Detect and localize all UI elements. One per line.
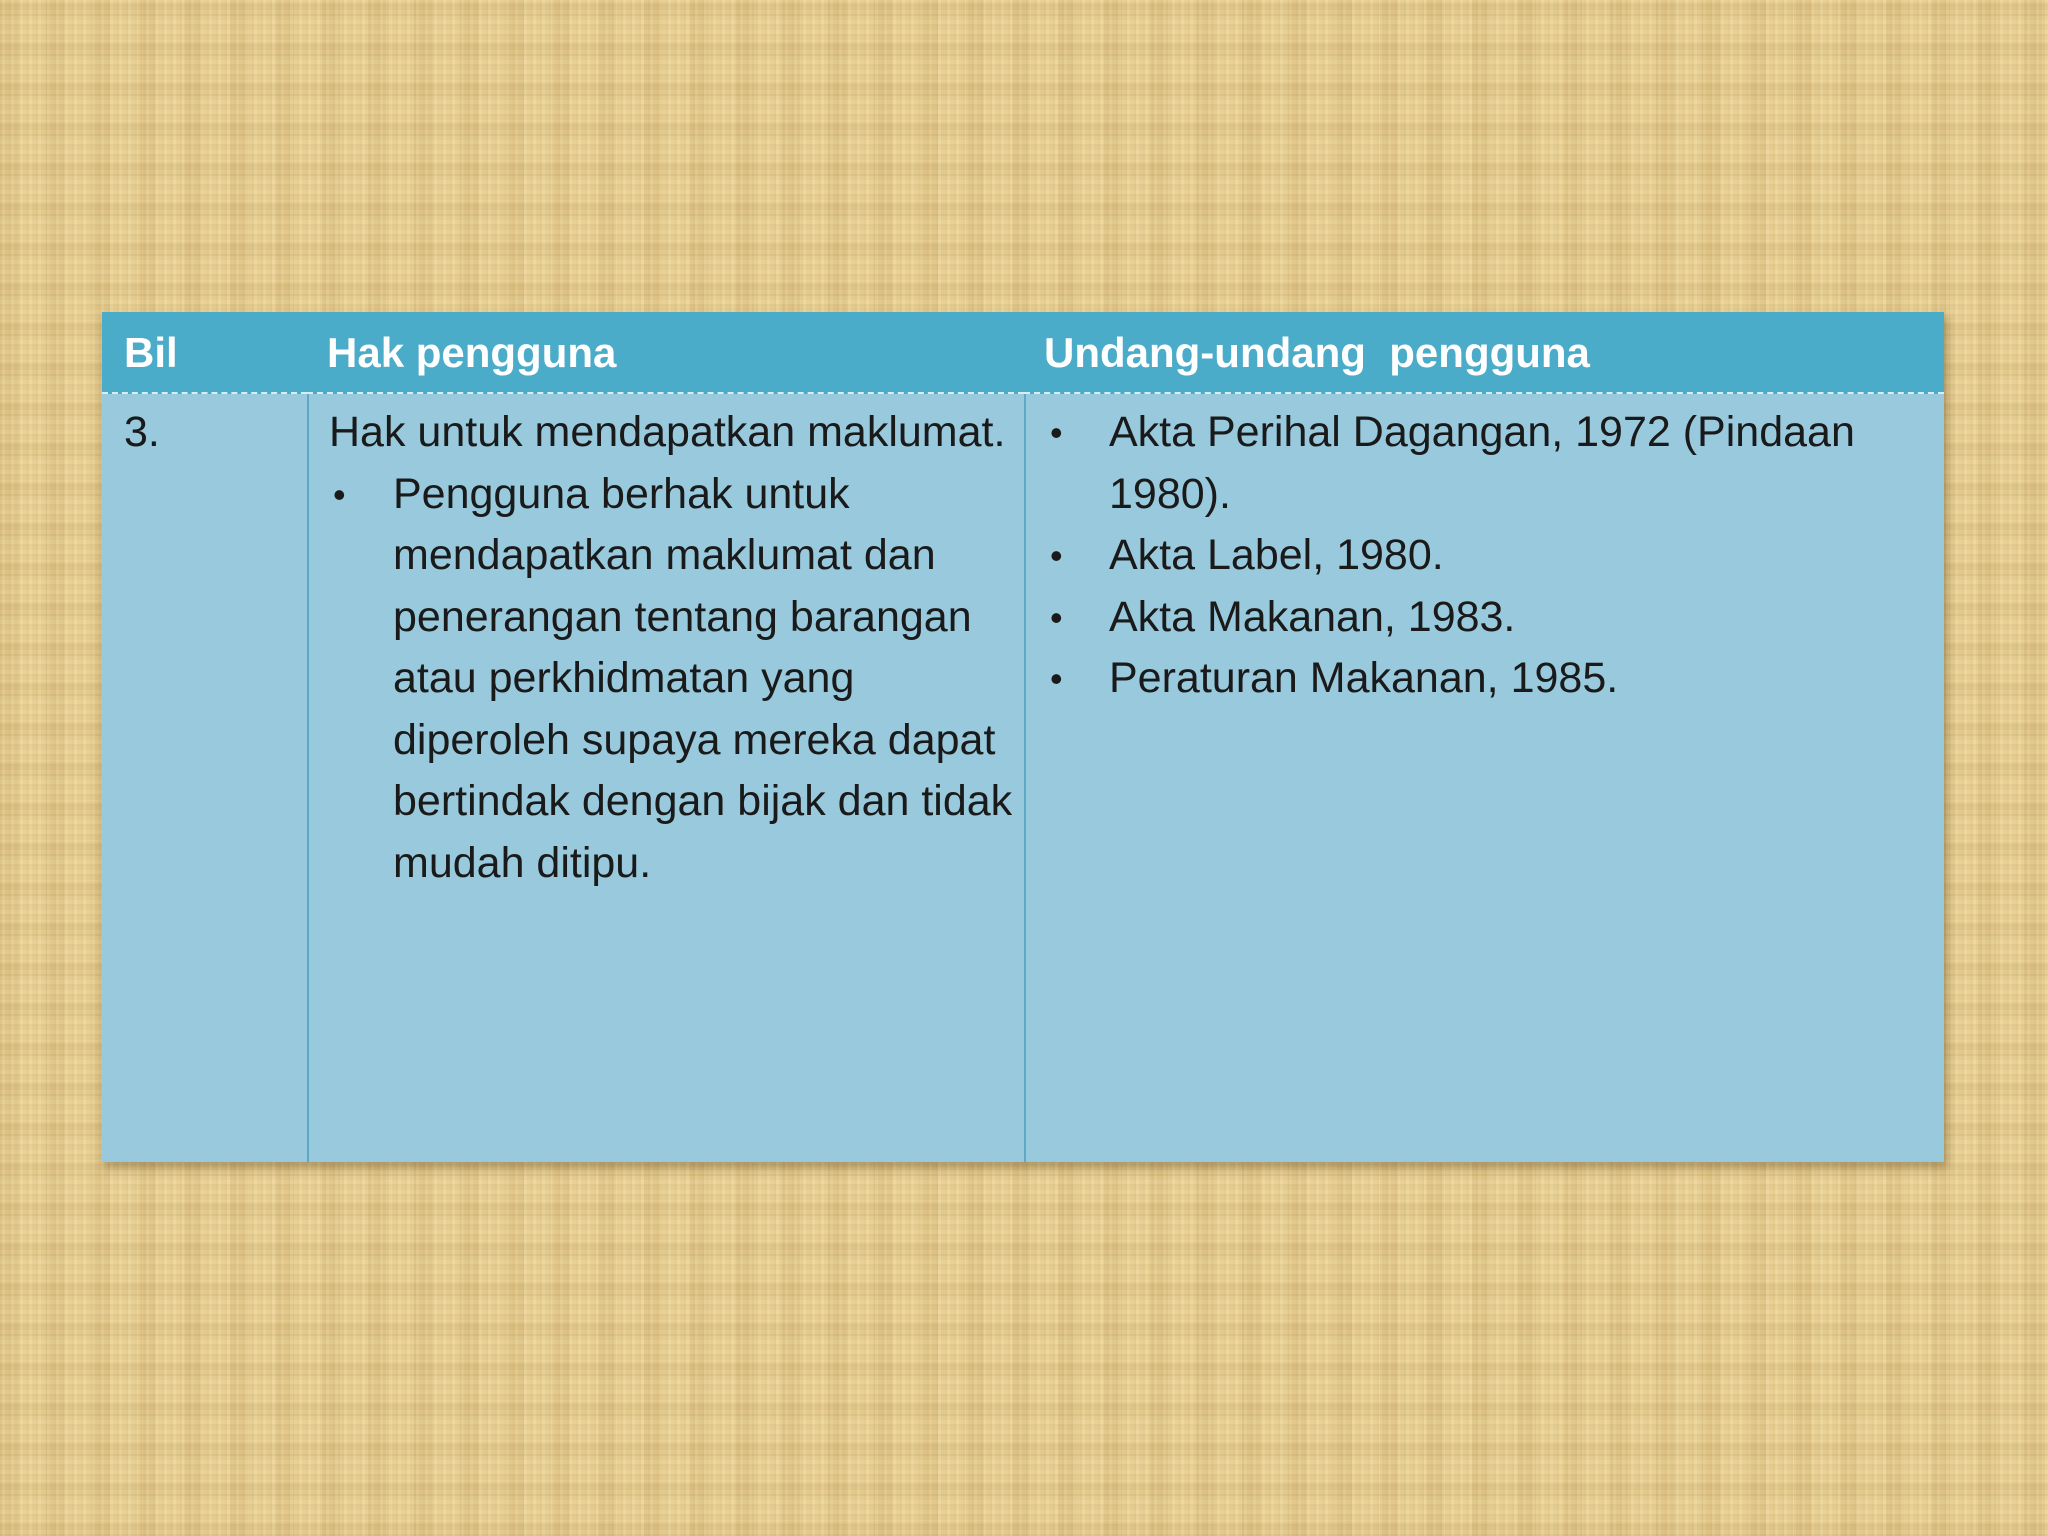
bullet-icon: •: [1050, 535, 1063, 576]
header-bil: Bil: [102, 312, 307, 394]
bullet-icon: •: [333, 473, 346, 515]
cell-bil: 3.: [102, 394, 307, 1162]
undang-bullet-text: Akta Perihal Dagangan, 1972 (Pindaan 1980).: [1109, 408, 1855, 518]
undang-bullet-text: Akta Makanan, 1983.: [1109, 592, 1516, 641]
undang-bullet-text: Akta Label, 1980.: [1109, 531, 1444, 579]
bullet-icon: •: [1050, 658, 1063, 699]
hak-bullet-list: [329, 464, 1014, 895]
list-item: [1046, 587, 1924, 649]
hak-intro-text: Hak untuk mendapatkan maklumat.: [329, 408, 1006, 456]
list-item: [329, 464, 1014, 895]
consumer-rights-table: [102, 312, 1944, 1162]
list-item: [1046, 402, 1924, 525]
header-hak-pengguna: Hak pengguna: [307, 312, 1024, 394]
undang-bullet-text: Peraturan Makanan, 1985.: [1109, 654, 1619, 702]
list-item: [1046, 525, 1924, 587]
bullet-icon: •: [1050, 596, 1063, 638]
bullet-icon: •: [1050, 412, 1063, 453]
cell-hak-pengguna: [307, 394, 1024, 1162]
list-item: [1046, 648, 1924, 710]
hak-bullet-text: Pengguna berhak untuk mendapatkan maklumat dan penerangan tentang barangan atau perkhidmatan yang diperoleh supaya mereka dapat bertindak dengan bijak dan tidak mudah ditipu.: [393, 469, 1013, 887]
cell-undang-undang-pengguna: [1024, 394, 1944, 1162]
undang-bullet-list: [1046, 402, 1924, 710]
header-undang-undang-pengguna: Undang-undang pengguna: [1024, 312, 1944, 394]
